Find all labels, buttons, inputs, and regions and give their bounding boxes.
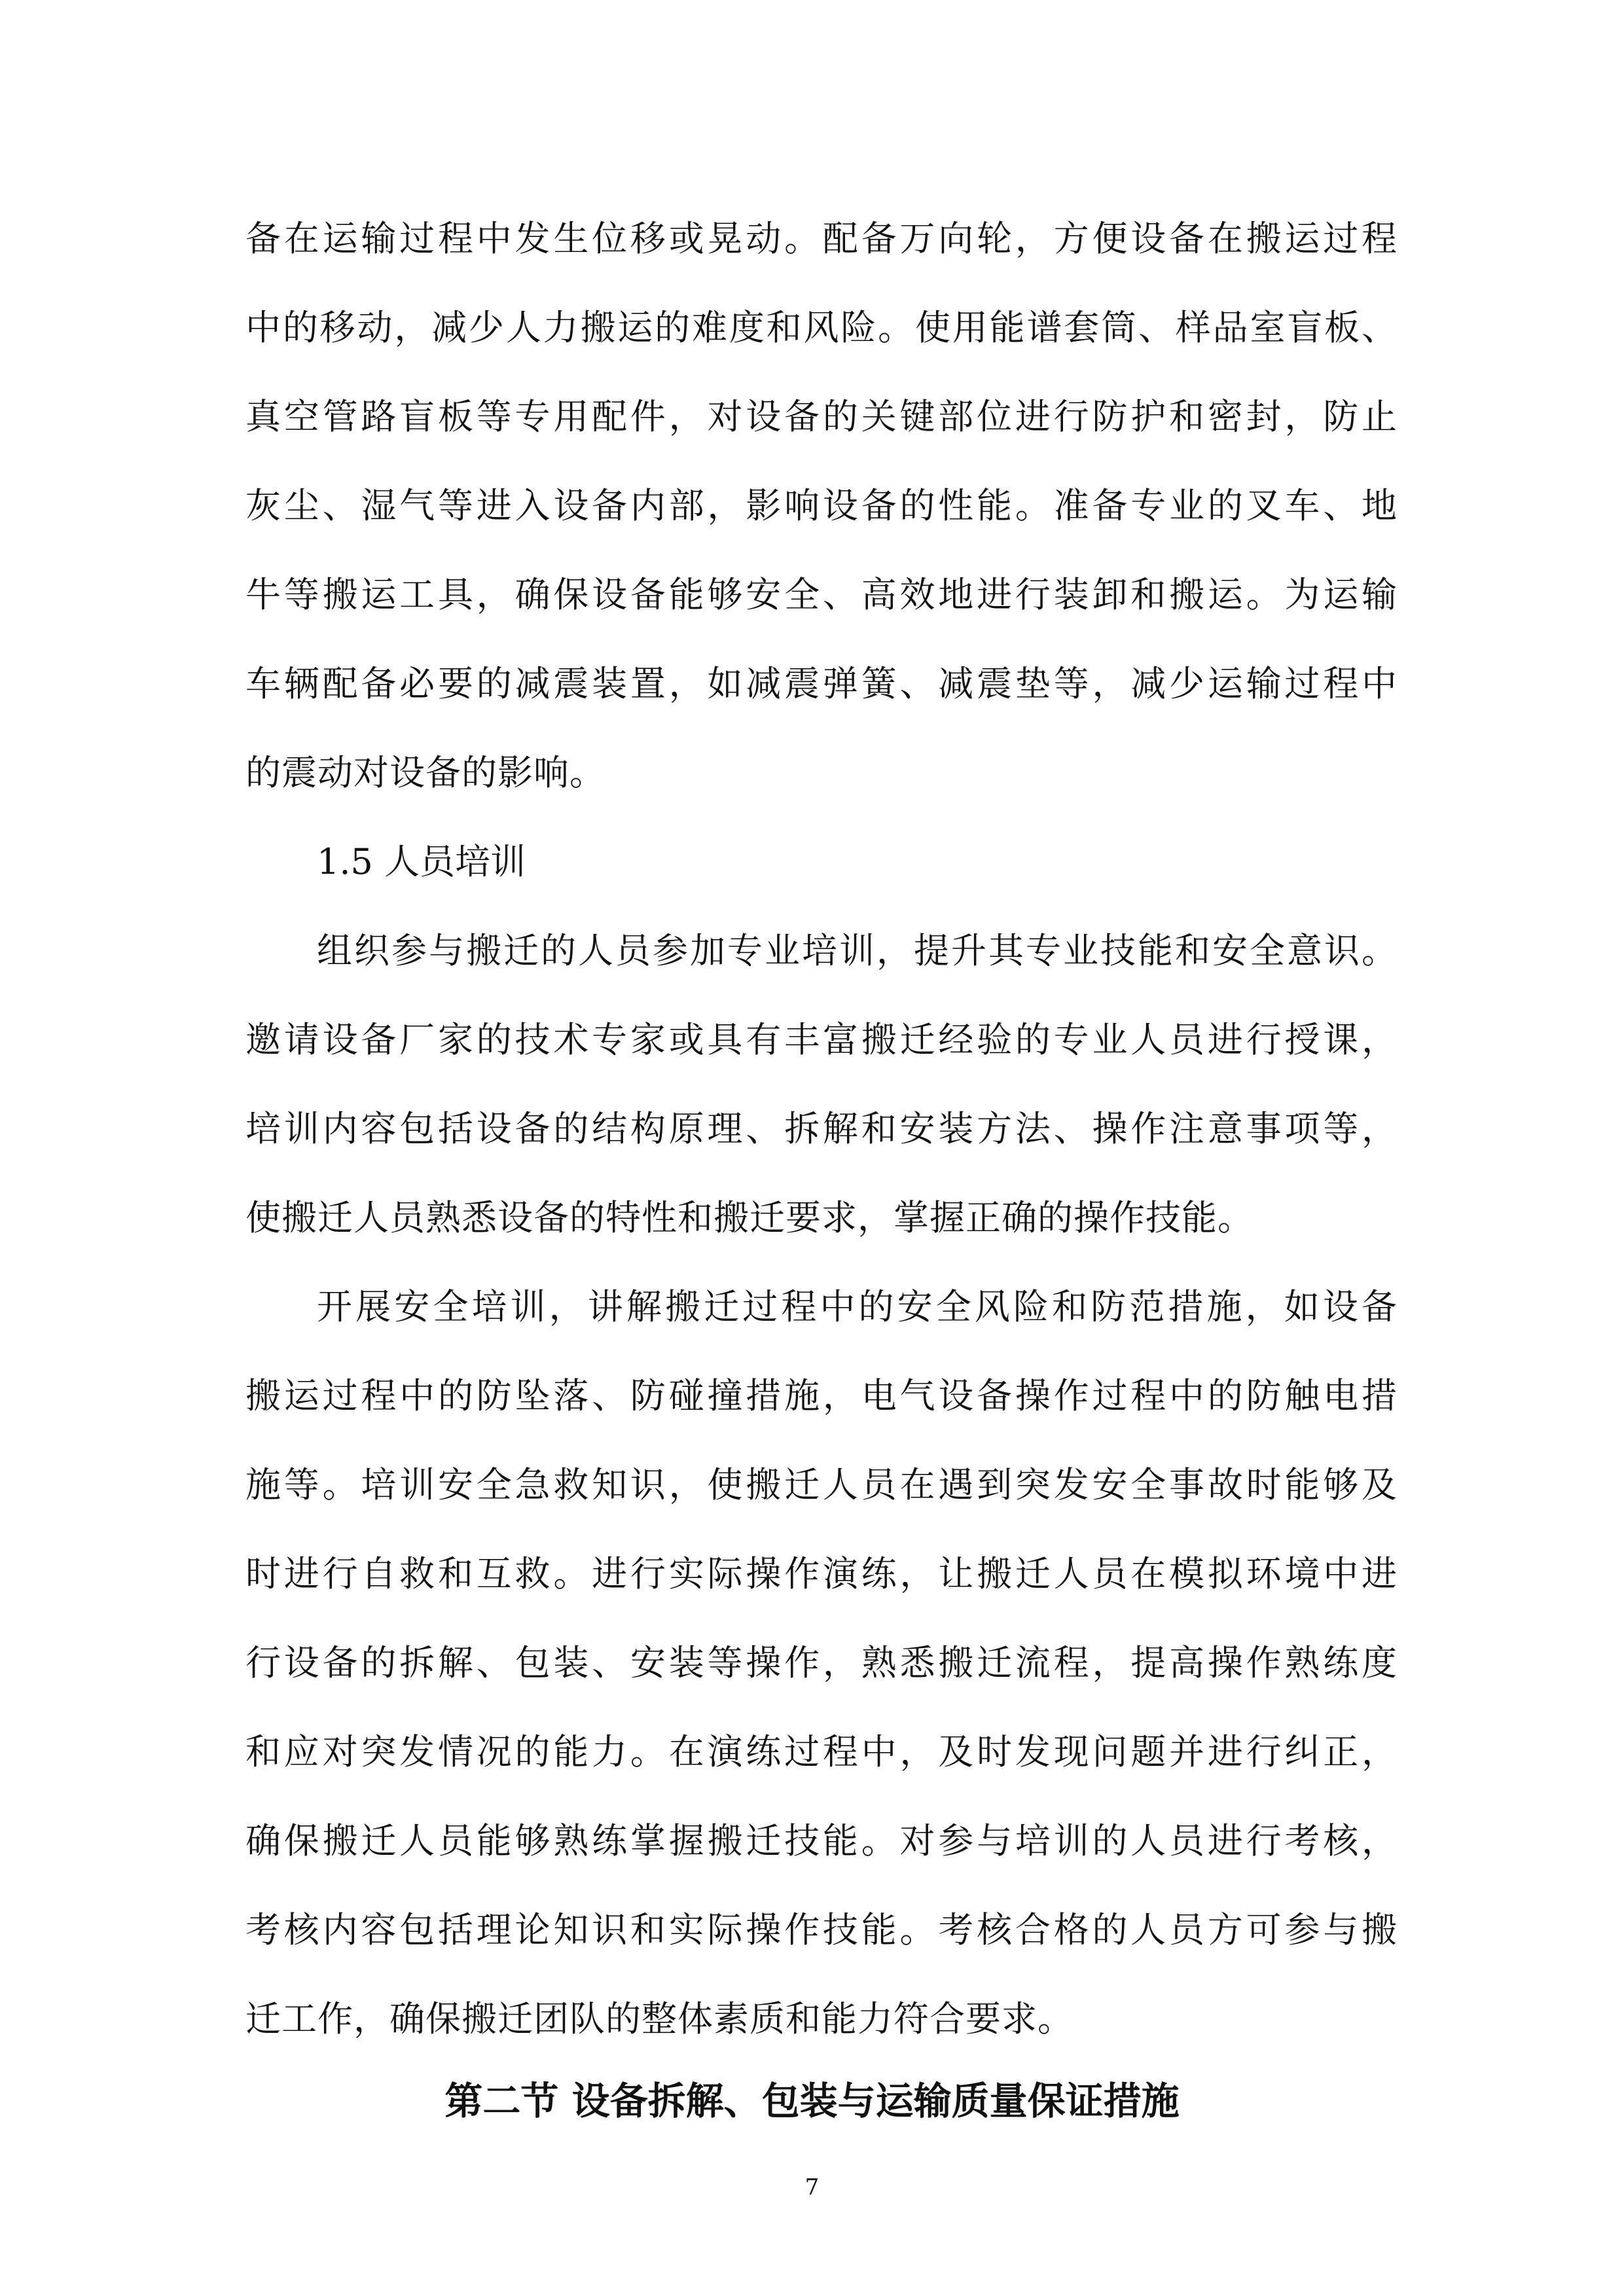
paragraph-line: 车辆配备必要的减震装置，如减震弹簧、减震垫等，减少运输过程中 [245,663,1398,704]
paragraph-line: 行设备的拆解、包装、安装等操作，熟悉搬迁流程，提高操作熟练度 [245,1642,1398,1683]
paragraph-line: 真空管路盲板等专用配件，对设备的关键部位进行防护和密封，防止 [245,396,1398,437]
subheading: 1.5 人员培训 [317,841,526,882]
paragraph-line: 灰尘、湿气等进入设备内部，影响设备的性能。准备专业的叉车、地 [245,485,1398,526]
paragraph-line: 开展安全培训，讲解搬迁过程中的安全风险和防范措施，如设备 [317,1286,1398,1327]
paragraph-line: 邀请设备厂家的技术专家或具有丰富搬迁经验的专业人员进行授课， [245,1019,1398,1060]
section-heading: 第二节 设备拆解、包装与运输质量保证措施 [444,2079,1180,2123]
paragraph-line: 和应对突发情况的能力。在演练过程中，及时发现问题并进行纠正， [245,1731,1398,1772]
paragraph-line: 中的移动，减少人力搬运的难度和风险。使用能谱套筒、样品室盲板、 [245,307,1398,348]
paragraph-line: 考核内容包括理论知识和实际操作技能。考核合格的人员方可参与搬 [245,1909,1398,1950]
paragraph-line: 的震动对设备的影响。 [245,752,605,793]
paragraph-line: 迁工作，确保搬迁团队的整体素质和能力符合要求。 [245,1998,1074,2039]
paragraph-line: 备在运输过程中发生位移或晃动。配备万向轮，方便设备在搬运过程 [245,218,1398,259]
paragraph-line: 确保搬迁人员能够熟练掌握搬迁技能。对参与培训的人员进行考核， [245,1820,1398,1861]
paragraph-line: 使搬迁人员熟悉设备的特性和搬迁要求，掌握正确的操作技能。 [245,1197,1254,1238]
paragraph-line: 搬运过程中的防坠落、防碰撞措施，电气设备操作过程中的防触电措 [245,1375,1398,1416]
paragraph-line: 时进行自救和互救。进行实际操作演练，让搬迁人员在模拟环境中进 [245,1553,1398,1594]
paragraph-line: 牛等搬运工具，确保设备能够安全、高效地进行装卸和搬运。为运输 [245,574,1398,615]
paragraph-line: 施等。培训安全急救知识，使搬迁人员在遇到突发安全事故时能够及 [245,1464,1398,1505]
paragraph-line: 组织参与搬迁的人员参加专业培训，提升其专业技能和安全意识。 [317,930,1398,971]
paragraph-line: 培训内容包括设备的结构原理、拆解和安装方法、操作注意事项等， [245,1108,1398,1149]
page-number: 7 [804,2174,820,2200]
